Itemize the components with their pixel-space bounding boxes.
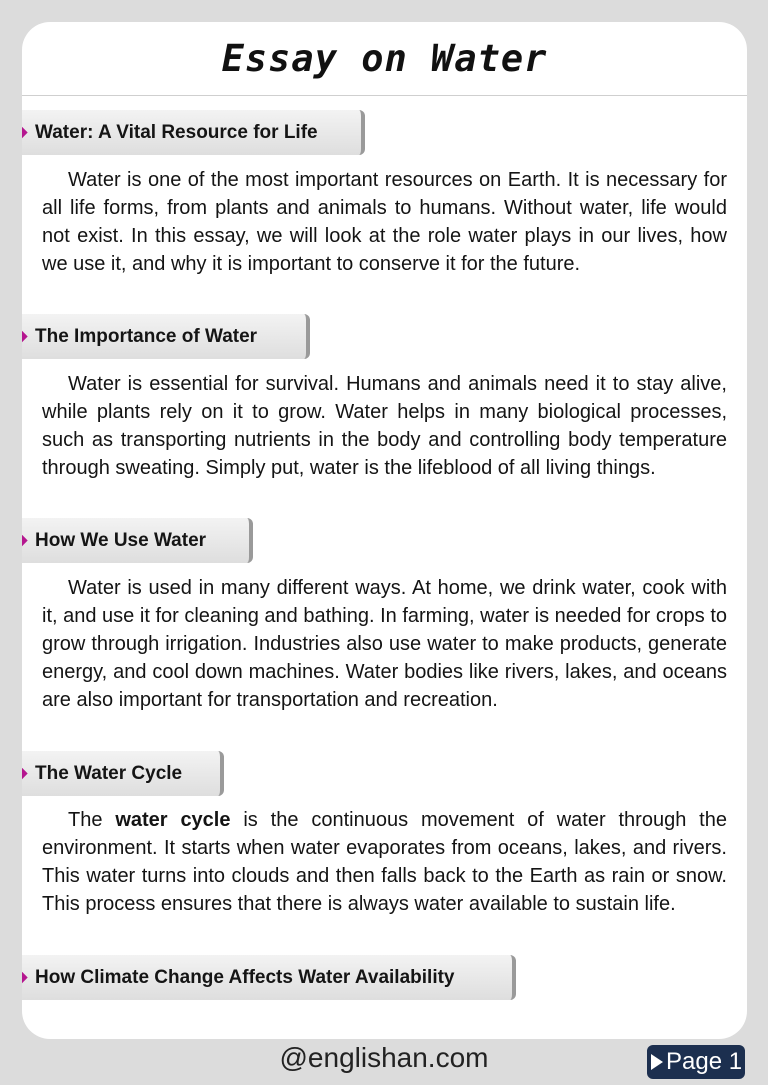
diamond-bullet-icon bbox=[22, 531, 28, 549]
arrow-right-icon bbox=[651, 1054, 663, 1070]
section-heading-text: The Importance of Water bbox=[35, 325, 258, 347]
essay-card bbox=[22, 22, 747, 1039]
diamond-bullet-icon bbox=[22, 968, 28, 986]
bold-term-water-cycle: water cycle bbox=[115, 809, 231, 831]
section-paragraph-2: Water is essential for survival. Humans and animals need it to stay alive, while plants rely on it to grow. Water helps in many biological processes, such as transporting nutrients in the body and controlling body temperature through sweating. Simply put, water is the lifeblood of all living things. bbox=[42, 373, 727, 479]
section-heading-text: The Water Cycle bbox=[35, 762, 183, 784]
section-heading-3 bbox=[22, 518, 253, 563]
paragraph-text: The bbox=[68, 809, 116, 831]
section-heading-text: How We Use Water bbox=[35, 529, 207, 551]
section-paragraph-1: Water is one of the most important resources on Earth. It is necessary for all life forms, from plants and animals to humans. Without water, life would not exist. In this essay, we will look at the role water plays in our lives, how we use it, and why it is important to conserve it for the future. bbox=[42, 169, 727, 275]
page-number: Page 1 bbox=[666, 1048, 743, 1075]
page-title: Essay on Water bbox=[221, 37, 548, 80]
section-heading-text: How Climate Change Affects Water Availability bbox=[35, 966, 455, 988]
section-heading-1 bbox=[22, 110, 365, 155]
diamond-bullet-icon bbox=[22, 327, 28, 345]
site-link[interactable]: @englishan.com bbox=[279, 1042, 489, 1073]
section-paragraph-3: Water is used in many different ways. At home, we drink water, cook with it, and use it for cleaning and bathing. In farming, water is needed for crops to grow through irrigation. Industries also use water to make products, generate energy, and cool down machines. Water bodies like rivers, lakes, and oceans are also important for transportation and recreation. bbox=[42, 577, 727, 711]
paragraph-text: is the continuous movement of water through the environment. It starts when water evaporates from oceans, lakes, and rivers. This water turns into clouds and then falls back to the Earth as rain or snow. This process ensures that there is always water available to sustain life. bbox=[42, 809, 727, 915]
diamond-bullet-icon bbox=[22, 764, 28, 782]
title-bar bbox=[22, 22, 747, 96]
section-heading-2 bbox=[22, 314, 310, 359]
section-heading-4 bbox=[22, 751, 224, 796]
page-badge bbox=[647, 1045, 745, 1079]
section-paragraph-4 bbox=[42, 806, 727, 918]
section-heading-5 bbox=[22, 955, 516, 1000]
diamond-bullet-icon bbox=[22, 123, 28, 141]
section-heading-text: Water: A Vital Resource for Life bbox=[35, 121, 318, 143]
